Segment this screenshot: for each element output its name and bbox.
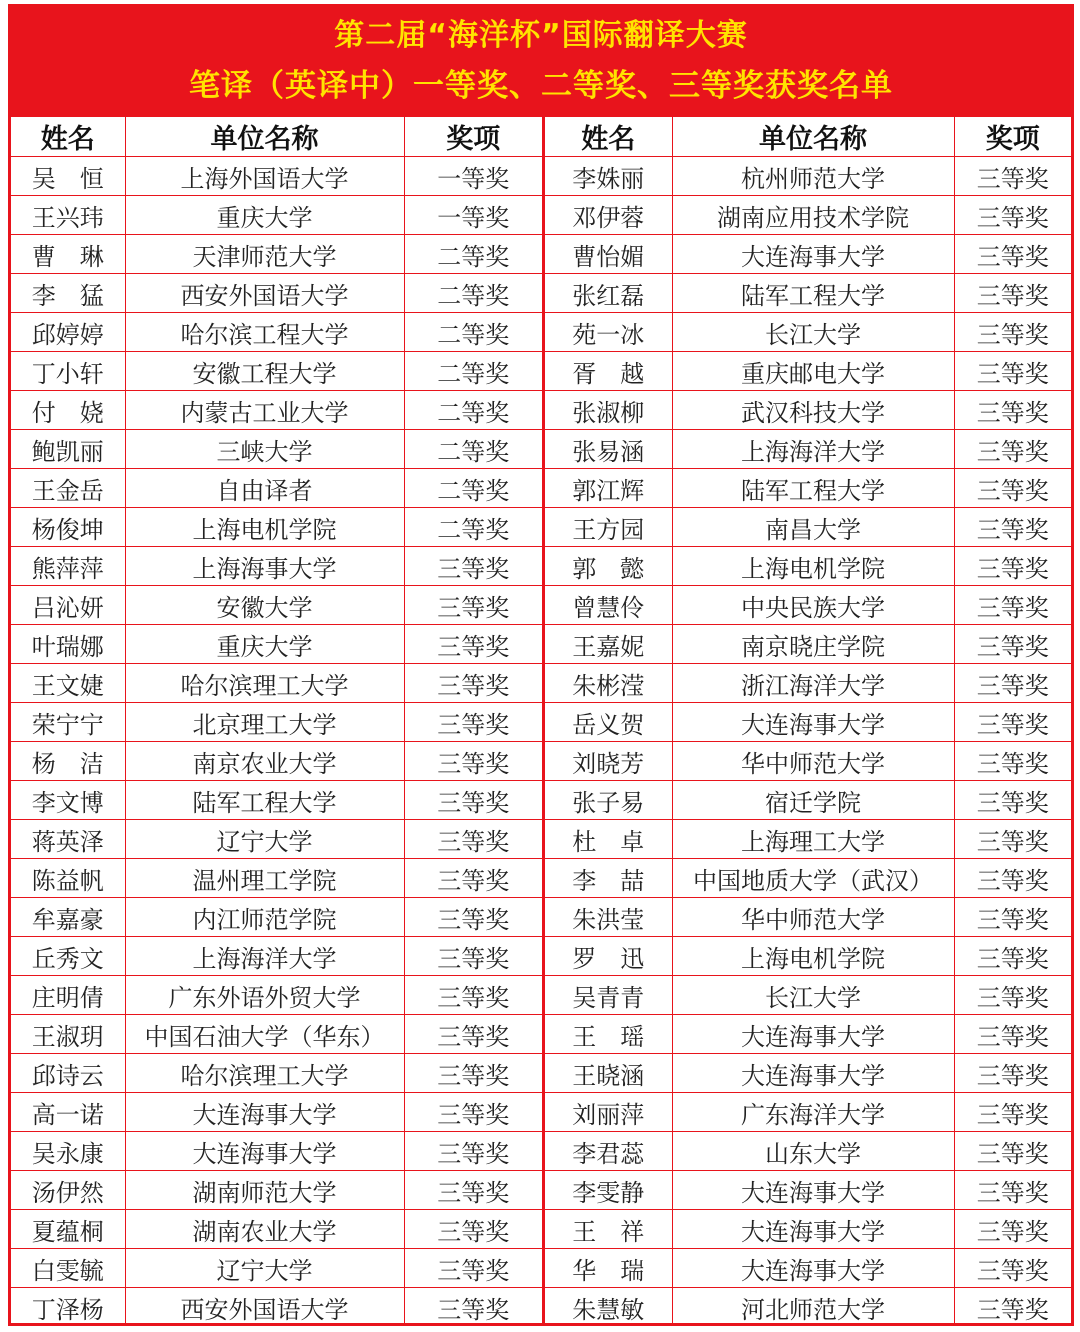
cell-award: 二等奖 <box>404 274 542 313</box>
cell-unit: 哈尔滨理工大学 <box>125 664 404 703</box>
cell-unit: 内江师范学院 <box>125 898 404 937</box>
table-row <box>11 1210 542 1249</box>
cell-award: 三等奖 <box>404 1132 542 1171</box>
cell-unit: 大连海事大学 <box>672 235 954 274</box>
right-results-table <box>545 117 1071 1326</box>
cell-unit: 上海海洋大学 <box>672 430 954 469</box>
cell-unit: 哈尔滨工程大学 <box>125 313 404 352</box>
table-row <box>545 196 1071 235</box>
cell-name: 丘秀文 <box>11 937 125 976</box>
cell-award: 三等奖 <box>404 976 542 1015</box>
left-results-table <box>11 117 542 1326</box>
cell-award: 三等奖 <box>404 937 542 976</box>
cell-award: 二等奖 <box>404 391 542 430</box>
cell-unit: 大连海事大学 <box>672 703 954 742</box>
cell-unit: 辽宁大学 <box>125 1249 404 1288</box>
table-row <box>11 976 542 1015</box>
cell-award: 三等奖 <box>954 1288 1071 1327</box>
cell-award: 三等奖 <box>954 1249 1071 1288</box>
cell-name: 汤伊然 <box>11 1171 125 1210</box>
cell-unit: 天津师范大学 <box>125 235 404 274</box>
cell-award: 三等奖 <box>404 625 542 664</box>
table-row <box>545 430 1071 469</box>
cell-name: 杜 卓 <box>545 820 672 859</box>
cell-name: 王 祥 <box>545 1210 672 1249</box>
cell-award: 三等奖 <box>954 196 1071 235</box>
table-row <box>545 1015 1071 1054</box>
table-row <box>11 313 542 352</box>
table-row <box>11 1132 542 1171</box>
cell-unit: 上海电机学院 <box>672 547 954 586</box>
cell-name: 朱洪莹 <box>545 898 672 937</box>
cell-award: 三等奖 <box>954 976 1071 1015</box>
cell-name: 王文婕 <box>11 664 125 703</box>
table-row <box>11 1288 542 1327</box>
cell-name: 王兴玮 <box>11 196 125 235</box>
cell-unit: 大连海事大学 <box>672 1015 954 1054</box>
cell-name: 叶瑞娜 <box>11 625 125 664</box>
cell-unit: 南京农业大学 <box>125 742 404 781</box>
page-title: 第二届“海洋杯”国际翻译大赛 <box>334 17 748 53</box>
cell-name: 张淑柳 <box>545 391 672 430</box>
table-row <box>11 1093 542 1132</box>
table-row <box>11 820 542 859</box>
cell-award: 三等奖 <box>954 274 1071 313</box>
table-row <box>11 1015 542 1054</box>
table-row <box>11 664 542 703</box>
cell-award: 三等奖 <box>404 586 542 625</box>
cell-name: 李雯静 <box>545 1171 672 1210</box>
cell-name: 吴 恒 <box>11 157 125 196</box>
cell-award: 三等奖 <box>954 1210 1071 1249</box>
right-table-container <box>545 117 1071 1323</box>
table-row <box>545 1093 1071 1132</box>
cell-award: 三等奖 <box>954 703 1071 742</box>
table-row <box>11 1054 542 1093</box>
cell-name: 王金岳 <box>11 469 125 508</box>
cell-award: 二等奖 <box>404 430 542 469</box>
cell-name: 王淑玥 <box>11 1015 125 1054</box>
table-row <box>545 742 1071 781</box>
cell-award: 三等奖 <box>404 664 542 703</box>
cell-name: 王 瑶 <box>545 1015 672 1054</box>
cell-award: 三等奖 <box>954 547 1071 586</box>
cell-award: 三等奖 <box>954 469 1071 508</box>
cell-award: 三等奖 <box>954 937 1071 976</box>
cell-unit: 陆军工程大学 <box>125 781 404 820</box>
header-name: 姓名 <box>545 117 672 157</box>
cell-name: 王晓涵 <box>545 1054 672 1093</box>
cell-name: 牟嘉豪 <box>11 898 125 937</box>
cell-unit: 大连海事大学 <box>125 1093 404 1132</box>
cell-award: 二等奖 <box>404 313 542 352</box>
cell-award: 三等奖 <box>404 1171 542 1210</box>
table-row <box>545 508 1071 547</box>
cell-name: 邱婷婷 <box>11 313 125 352</box>
cell-award: 二等奖 <box>404 469 542 508</box>
header-name: 姓名 <box>11 117 125 157</box>
table-row <box>11 547 542 586</box>
cell-unit: 陆军工程大学 <box>672 469 954 508</box>
cell-name: 郭江辉 <box>545 469 672 508</box>
cell-award: 三等奖 <box>954 391 1071 430</box>
table-row <box>545 157 1071 196</box>
cell-unit: 陆军工程大学 <box>672 274 954 313</box>
cell-unit: 湖南应用技术学院 <box>672 196 954 235</box>
cell-award: 三等奖 <box>404 1015 542 1054</box>
cell-unit: 上海海事大学 <box>125 547 404 586</box>
cell-name: 李姝丽 <box>545 157 672 196</box>
cell-name: 李君蕊 <box>545 1132 672 1171</box>
header-award: 奖项 <box>954 117 1071 157</box>
cell-unit: 辽宁大学 <box>125 820 404 859</box>
cell-unit: 武汉科技大学 <box>672 391 954 430</box>
cell-unit: 安徽工程大学 <box>125 352 404 391</box>
cell-name: 刘丽萍 <box>545 1093 672 1132</box>
table-row <box>11 508 542 547</box>
cell-name: 鲍凯丽 <box>11 430 125 469</box>
cell-name: 杨 洁 <box>11 742 125 781</box>
table-row <box>11 781 542 820</box>
cell-name: 白雯毓 <box>11 1249 125 1288</box>
cell-name: 荣宁宁 <box>11 703 125 742</box>
cell-unit: 广东海洋大学 <box>672 1093 954 1132</box>
cell-award: 二等奖 <box>404 235 542 274</box>
cell-unit: 北京理工大学 <box>125 703 404 742</box>
cell-name: 吴永康 <box>11 1132 125 1171</box>
table-row <box>11 235 542 274</box>
cell-award: 三等奖 <box>404 703 542 742</box>
cell-unit: 广东外语外贸大学 <box>125 976 404 1015</box>
left-table-body <box>11 157 542 1327</box>
table-header-row <box>11 117 542 157</box>
cell-unit: 三峡大学 <box>125 430 404 469</box>
cell-unit: 大连海事大学 <box>125 1132 404 1171</box>
header-award: 奖项 <box>404 117 542 157</box>
cell-name: 苑一冰 <box>545 313 672 352</box>
cell-award: 三等奖 <box>404 1210 542 1249</box>
cell-name: 曹怡媚 <box>545 235 672 274</box>
cell-name: 朱慧敏 <box>545 1288 672 1327</box>
table-row <box>11 859 542 898</box>
cell-award: 三等奖 <box>954 1015 1071 1054</box>
cell-name: 杨俊坤 <box>11 508 125 547</box>
cell-unit: 内蒙古工业大学 <box>125 391 404 430</box>
cell-award: 三等奖 <box>954 1054 1071 1093</box>
cell-name: 罗 迅 <box>545 937 672 976</box>
table-row <box>11 469 542 508</box>
cell-name: 陈益帆 <box>11 859 125 898</box>
cell-unit: 湖南农业大学 <box>125 1210 404 1249</box>
cell-award: 三等奖 <box>954 820 1071 859</box>
table-row <box>11 157 542 196</box>
cell-award: 三等奖 <box>954 1093 1071 1132</box>
page-subtitle: 笔译（英译中）一等奖、二等奖、三等奖获奖名单 <box>189 67 893 104</box>
cell-award: 三等奖 <box>404 859 542 898</box>
table-row <box>11 937 542 976</box>
cell-award: 三等奖 <box>954 352 1071 391</box>
cell-unit: 华中师范大学 <box>672 742 954 781</box>
cell-unit: 浙江海洋大学 <box>672 664 954 703</box>
cell-award: 三等奖 <box>954 430 1071 469</box>
cell-award: 三等奖 <box>954 508 1071 547</box>
cell-award: 三等奖 <box>954 625 1071 664</box>
cell-unit: 大连海事大学 <box>672 1249 954 1288</box>
table-row <box>11 1171 542 1210</box>
cell-unit: 山东大学 <box>672 1132 954 1171</box>
cell-name: 王方园 <box>545 508 672 547</box>
table-row <box>11 742 542 781</box>
cell-name: 张子易 <box>545 781 672 820</box>
cell-award: 三等奖 <box>954 781 1071 820</box>
table-row <box>545 1054 1071 1093</box>
cell-name: 邓伊蓉 <box>545 196 672 235</box>
cell-award: 三等奖 <box>954 1132 1071 1171</box>
table-row <box>11 625 542 664</box>
cell-unit: 大连海事大学 <box>672 1210 954 1249</box>
table-row <box>545 976 1071 1015</box>
cell-award: 三等奖 <box>954 313 1071 352</box>
table-row <box>545 859 1071 898</box>
cell-name: 夏蕴桐 <box>11 1210 125 1249</box>
cell-name: 丁泽杨 <box>11 1288 125 1327</box>
cell-name: 张易涵 <box>545 430 672 469</box>
cell-unit: 长江大学 <box>672 976 954 1015</box>
cell-unit: 重庆大学 <box>125 625 404 664</box>
title-banner <box>8 4 1074 117</box>
cell-unit: 上海电机学院 <box>125 508 404 547</box>
left-table-container <box>11 117 545 1323</box>
cell-unit: 重庆邮电大学 <box>672 352 954 391</box>
cell-award: 三等奖 <box>954 742 1071 781</box>
cell-name: 华 瑞 <box>545 1249 672 1288</box>
results-tables <box>8 117 1074 1326</box>
cell-unit: 西安外国语大学 <box>125 274 404 313</box>
cell-unit: 重庆大学 <box>125 196 404 235</box>
table-row <box>545 820 1071 859</box>
cell-name: 蒋英泽 <box>11 820 125 859</box>
table-row <box>11 898 542 937</box>
cell-unit: 上海外国语大学 <box>125 157 404 196</box>
cell-award: 三等奖 <box>404 1054 542 1093</box>
cell-award: 三等奖 <box>954 235 1071 274</box>
cell-award: 三等奖 <box>954 586 1071 625</box>
cell-unit: 湖南师范大学 <box>125 1171 404 1210</box>
table-row <box>545 664 1071 703</box>
header-unit: 单位名称 <box>125 117 404 157</box>
cell-name: 岳义贺 <box>545 703 672 742</box>
table-row <box>11 586 542 625</box>
table-row <box>545 586 1071 625</box>
cell-award: 三等奖 <box>954 157 1071 196</box>
table-row <box>11 391 542 430</box>
cell-award: 三等奖 <box>954 859 1071 898</box>
cell-award: 一等奖 <box>404 157 542 196</box>
table-row <box>11 274 542 313</box>
cell-unit: 西安外国语大学 <box>125 1288 404 1327</box>
right-table-body <box>545 157 1071 1327</box>
cell-unit: 河北师范大学 <box>672 1288 954 1327</box>
cell-award: 三等奖 <box>954 664 1071 703</box>
cell-name: 吕沁妍 <box>11 586 125 625</box>
table-row <box>545 547 1071 586</box>
cell-unit: 南京晓庄学院 <box>672 625 954 664</box>
cell-unit: 华中师范大学 <box>672 898 954 937</box>
table-row <box>545 1210 1071 1249</box>
table-row <box>545 898 1071 937</box>
cell-unit: 宿迁学院 <box>672 781 954 820</box>
header-unit: 单位名称 <box>672 117 954 157</box>
table-row <box>545 235 1071 274</box>
cell-award: 三等奖 <box>404 1288 542 1327</box>
table-row <box>11 196 542 235</box>
cell-award: 二等奖 <box>404 508 542 547</box>
cell-award: 三等奖 <box>404 898 542 937</box>
cell-name: 胥 越 <box>545 352 672 391</box>
table-row <box>11 1249 542 1288</box>
cell-award: 三等奖 <box>404 547 542 586</box>
cell-unit: 南昌大学 <box>672 508 954 547</box>
cell-unit: 大连海事大学 <box>672 1054 954 1093</box>
cell-unit: 中国石油大学（华东） <box>125 1015 404 1054</box>
table-row <box>545 313 1071 352</box>
table-row <box>545 274 1071 313</box>
cell-award: 三等奖 <box>404 1249 542 1288</box>
cell-name: 熊萍萍 <box>11 547 125 586</box>
cell-name: 曹 琳 <box>11 235 125 274</box>
cell-unit: 中国地质大学（武汉） <box>672 859 954 898</box>
table-row <box>545 1171 1071 1210</box>
cell-award: 三等奖 <box>954 898 1071 937</box>
cell-unit: 长江大学 <box>672 313 954 352</box>
table-header-row <box>545 117 1071 157</box>
cell-name: 高一诺 <box>11 1093 125 1132</box>
cell-name: 郭 懿 <box>545 547 672 586</box>
cell-name: 曾慧伶 <box>545 586 672 625</box>
table-row <box>545 391 1071 430</box>
cell-unit: 哈尔滨理工大学 <box>125 1054 404 1093</box>
cell-award: 三等奖 <box>404 1093 542 1132</box>
cell-unit: 上海电机学院 <box>672 937 954 976</box>
table-row <box>545 352 1071 391</box>
cell-unit: 自由译者 <box>125 469 404 508</box>
cell-award: 三等奖 <box>404 820 542 859</box>
cell-name: 李 猛 <box>11 274 125 313</box>
cell-award: 三等奖 <box>404 742 542 781</box>
cell-award: 一等奖 <box>404 196 542 235</box>
cell-name: 李 喆 <box>545 859 672 898</box>
table-row <box>11 703 542 742</box>
cell-unit: 中央民族大学 <box>672 586 954 625</box>
table-row <box>545 1288 1071 1327</box>
cell-name: 刘晓芳 <box>545 742 672 781</box>
table-row <box>545 625 1071 664</box>
cell-award: 二等奖 <box>404 352 542 391</box>
cell-name: 李文博 <box>11 781 125 820</box>
cell-name: 丁小轩 <box>11 352 125 391</box>
cell-name: 邱诗云 <box>11 1054 125 1093</box>
cell-name: 庄明倩 <box>11 976 125 1015</box>
cell-unit: 安徽大学 <box>125 586 404 625</box>
cell-name: 吴青青 <box>545 976 672 1015</box>
table-row <box>545 937 1071 976</box>
cell-unit: 大连海事大学 <box>672 1171 954 1210</box>
table-row <box>545 1132 1071 1171</box>
table-row <box>545 703 1071 742</box>
cell-name: 朱彬滢 <box>545 664 672 703</box>
cell-name: 付 娆 <box>11 391 125 430</box>
cell-name: 王嘉妮 <box>545 625 672 664</box>
table-row <box>545 469 1071 508</box>
table-row <box>11 430 542 469</box>
cell-name: 张红磊 <box>545 274 672 313</box>
cell-award: 三等奖 <box>404 781 542 820</box>
cell-unit: 上海理工大学 <box>672 820 954 859</box>
cell-unit: 上海海洋大学 <box>125 937 404 976</box>
table-row <box>545 1249 1071 1288</box>
cell-unit: 温州理工学院 <box>125 859 404 898</box>
cell-award: 三等奖 <box>954 1171 1071 1210</box>
table-row <box>545 781 1071 820</box>
table-row <box>11 352 542 391</box>
cell-unit: 杭州师范大学 <box>672 157 954 196</box>
